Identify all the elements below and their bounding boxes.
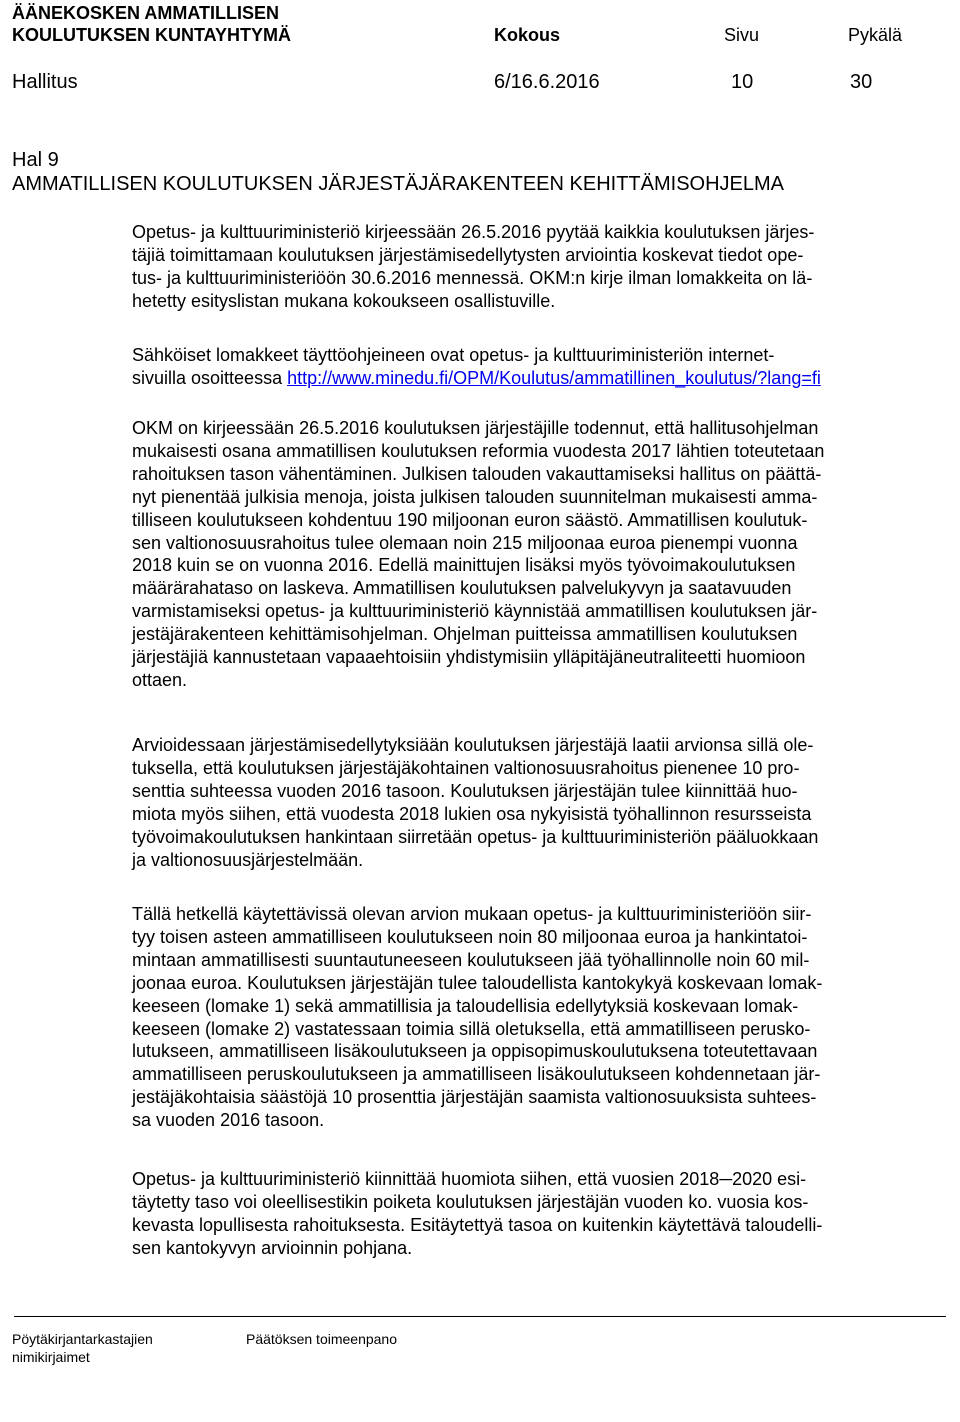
text-line: mintaan ammatillisesti suuntautuneeseen koulutukseen jää työhallinnolle noin 60 mil- [132, 949, 810, 970]
text-line: miota myös siihen, että vuodesta 2018 lukien osa nykyisistä työhallinnon resursseista [132, 803, 812, 824]
text-line: määrärahataso on laskeva. Ammatillisen koulutuksen palvelukyvyn ja saatavuuden [132, 578, 792, 599]
text-line: sa vuoden 2016 tasoon. [132, 1110, 325, 1131]
meeting-date: 6/16.6.2016 [494, 71, 600, 93]
text-line: joonaa euroa. Koulutuksen järjestäjän tulee taloudellista kantokykyä koskevaan lomak- [132, 972, 823, 993]
text-line: keeseen (lomake 1) sekä ammatillisia ja taloudellisia edellytyksiä koskevaan lomak- [132, 995, 799, 1016]
text-line: 2018 kuin se on vuonna 2016. Edellä mainittujen lisäksi myös työvoimakoulutuksen [132, 555, 796, 576]
org-name-line1: ÄÄNEKOSKEN AMMATILLISEN [12, 3, 279, 23]
text-line: kevasta lopullisesta rahoituksesta. Esitäytettyä tasoa on kuitenkin käytettävä taloudelli- [132, 1214, 823, 1235]
text-line: lutukseen, ammatilliseen lisäkoulutukseen ja oppisopimuskoulutuksena toteutettavaan [132, 1041, 818, 1062]
footer-initials-label: nimikirjaimet [12, 1349, 90, 1365]
paragraph-6 [132, 1168, 944, 1260]
paragraph-1 [132, 221, 944, 313]
text-line: Opetus- ja kulttuuriministeriö kirjeessään 26.5.2016 pyytää kaikkia koulutuksen järjes- [132, 222, 815, 242]
paragraph-5 [132, 903, 944, 1132]
link-prefix: sivuilla osoitteessa [132, 367, 288, 388]
text-line: jestäjärakenteen kehittämisohjelman. Ohjelman puitteissa ammatillisen koulutuksen [132, 624, 798, 645]
meeting-body: Hallitus [12, 71, 78, 93]
text-line: Opetus- ja kulttuuriministeriö kiinnittää huomiota siihen, että vuosien 2018─2020 esi- [132, 1169, 807, 1189]
text-line [132, 367, 944, 390]
text-line: OKM on kirjeessään 26.5.2016 koulutuksen järjestäjille todennut, että hallitusohjelman [132, 418, 819, 438]
text-line: sen kantokyvyn arvioinnin pohjana. [132, 1237, 413, 1258]
text-line: ottaen. [132, 669, 188, 690]
footer-implementation-label: Päätöksen toimeenpano [246, 1331, 397, 1347]
text-line: täytetty taso voi oleellisestikin poiketa koulutuksen järjestäjän vuoden ko. vuosia kos- [132, 1191, 809, 1212]
footer-reviewers-label: Pöytäkirjantarkastajien [12, 1331, 153, 1347]
text-line: mukaisesti osana ammatillisen koulutuksen reformia vuodesta 2017 lähtien toteutetaan [132, 440, 825, 461]
text-line: tus- ja kulttuuriministeriöön 30.6.2016 mennessä. OKM:n kirje ilman lomakkeita on lä- [132, 267, 813, 288]
text-line: tuksella, että koulutuksen järjestäjäkohtainen valtionosuusrahoitus pienenee 10 pro- [132, 757, 800, 778]
text-line: ja valtionosuusjärjestelmään. [132, 849, 364, 870]
text-line: täjiä toimittamaan koulutuksen järjestämisedellytysten arviointia koskevat tiedot ope- [132, 244, 804, 265]
doc-type-label: Kokous [494, 25, 561, 45]
org-name-line2: KOULUTUKSEN KUNTAYHTYMÄ [12, 25, 291, 45]
text-line: keeseen (lomake 2) vastatessaan toimia sillä oletuksella, että ammatilliseen perusko- [132, 1018, 811, 1039]
paragraph-4 [132, 734, 944, 871]
text-line: varmistamiseksi opetus- ja kulttuuriministeriö käynnistää ammatillisen koulutuksen jär- [132, 601, 818, 622]
text-line: senttia suhteessa vuoden 2016 tasoon. Koulutuksen järjestäjän tulee kiinnittää huo- [132, 780, 798, 801]
text-line: tilliseen koulutukseen kohdentuu 190 miljoonan euron säästö. Ammatillisen koulutuk- [132, 509, 808, 530]
item-title: AMMATILLISEN KOULUTUKSEN JÄRJESTÄJÄRAKENTEEN KEHITTÄMISOHJELMA [12, 173, 784, 195]
item-number: Hal 9 [12, 149, 59, 171]
text-line: sen valtionosuusrahoitus tulee olemaan noin 215 miljoonaa euroa pienempi vuonna [132, 532, 798, 553]
text-line: järjestäjiä kannustetaan vapaaehtoisiin yhdistymisiin ylläpitäjäneutraliteetti huomioon [132, 647, 806, 668]
text-line: työvoimakoulutuksen hankintaan siirretään opetus- ja kulttuuriministeriön pääluokkaan [132, 826, 819, 847]
footer-divider [14, 1316, 946, 1317]
page-number: 10 [731, 71, 754, 93]
text-line: ammatilliseen peruskoulutukseen ja ammatilliseen lisäkoulutukseen kohdennetaan jär- [132, 1064, 821, 1085]
text-line: hetetty esityslistan mukana kokoukseen osallistuville. [132, 290, 556, 311]
ministry-link[interactable]: http://www.minedu.fi/OPM/Koulutus/ammatillinen_koulutus/?lang=fi [287, 367, 821, 388]
paragraph-3 [132, 417, 944, 692]
text-line: Tällä hetkellä käytettävissä olevan arvion mukaan opetus- ja kulttuuriministeriöön siir- [132, 904, 812, 924]
section-label: Pykälä [848, 25, 903, 45]
text-line: Arvioidessaan järjestämisedellytyksiään koulutuksen järjestäjä laatii arvionsa sillä ole- [132, 735, 814, 755]
text-line: jestäjäkohtaisia säästöjä 10 prosenttia järjestäjän saamista valtionosuuksista suhtees- [132, 1087, 817, 1108]
text-line: rahoituksen tason vähentäminen. Julkisen talouden vakauttamiseksi hallitus on päättä- [132, 463, 822, 484]
text-line: Sähköiset lomakkeet täyttöohjeineen ovat opetus- ja kulttuuriministeriön internet- [132, 345, 775, 365]
text-line: tyy toisen asteen ammatilliseen koulutukseen noin 80 miljoonaa euroa ja hankintatoi- [132, 926, 808, 947]
section-number: 30 [850, 71, 873, 93]
paragraph-2 [132, 344, 944, 390]
page-label: Sivu [724, 25, 760, 45]
text-line: nyt pienentää julkisia menoja, joista julkisen talouden suunnitelman mukaisesti amma- [132, 486, 818, 507]
